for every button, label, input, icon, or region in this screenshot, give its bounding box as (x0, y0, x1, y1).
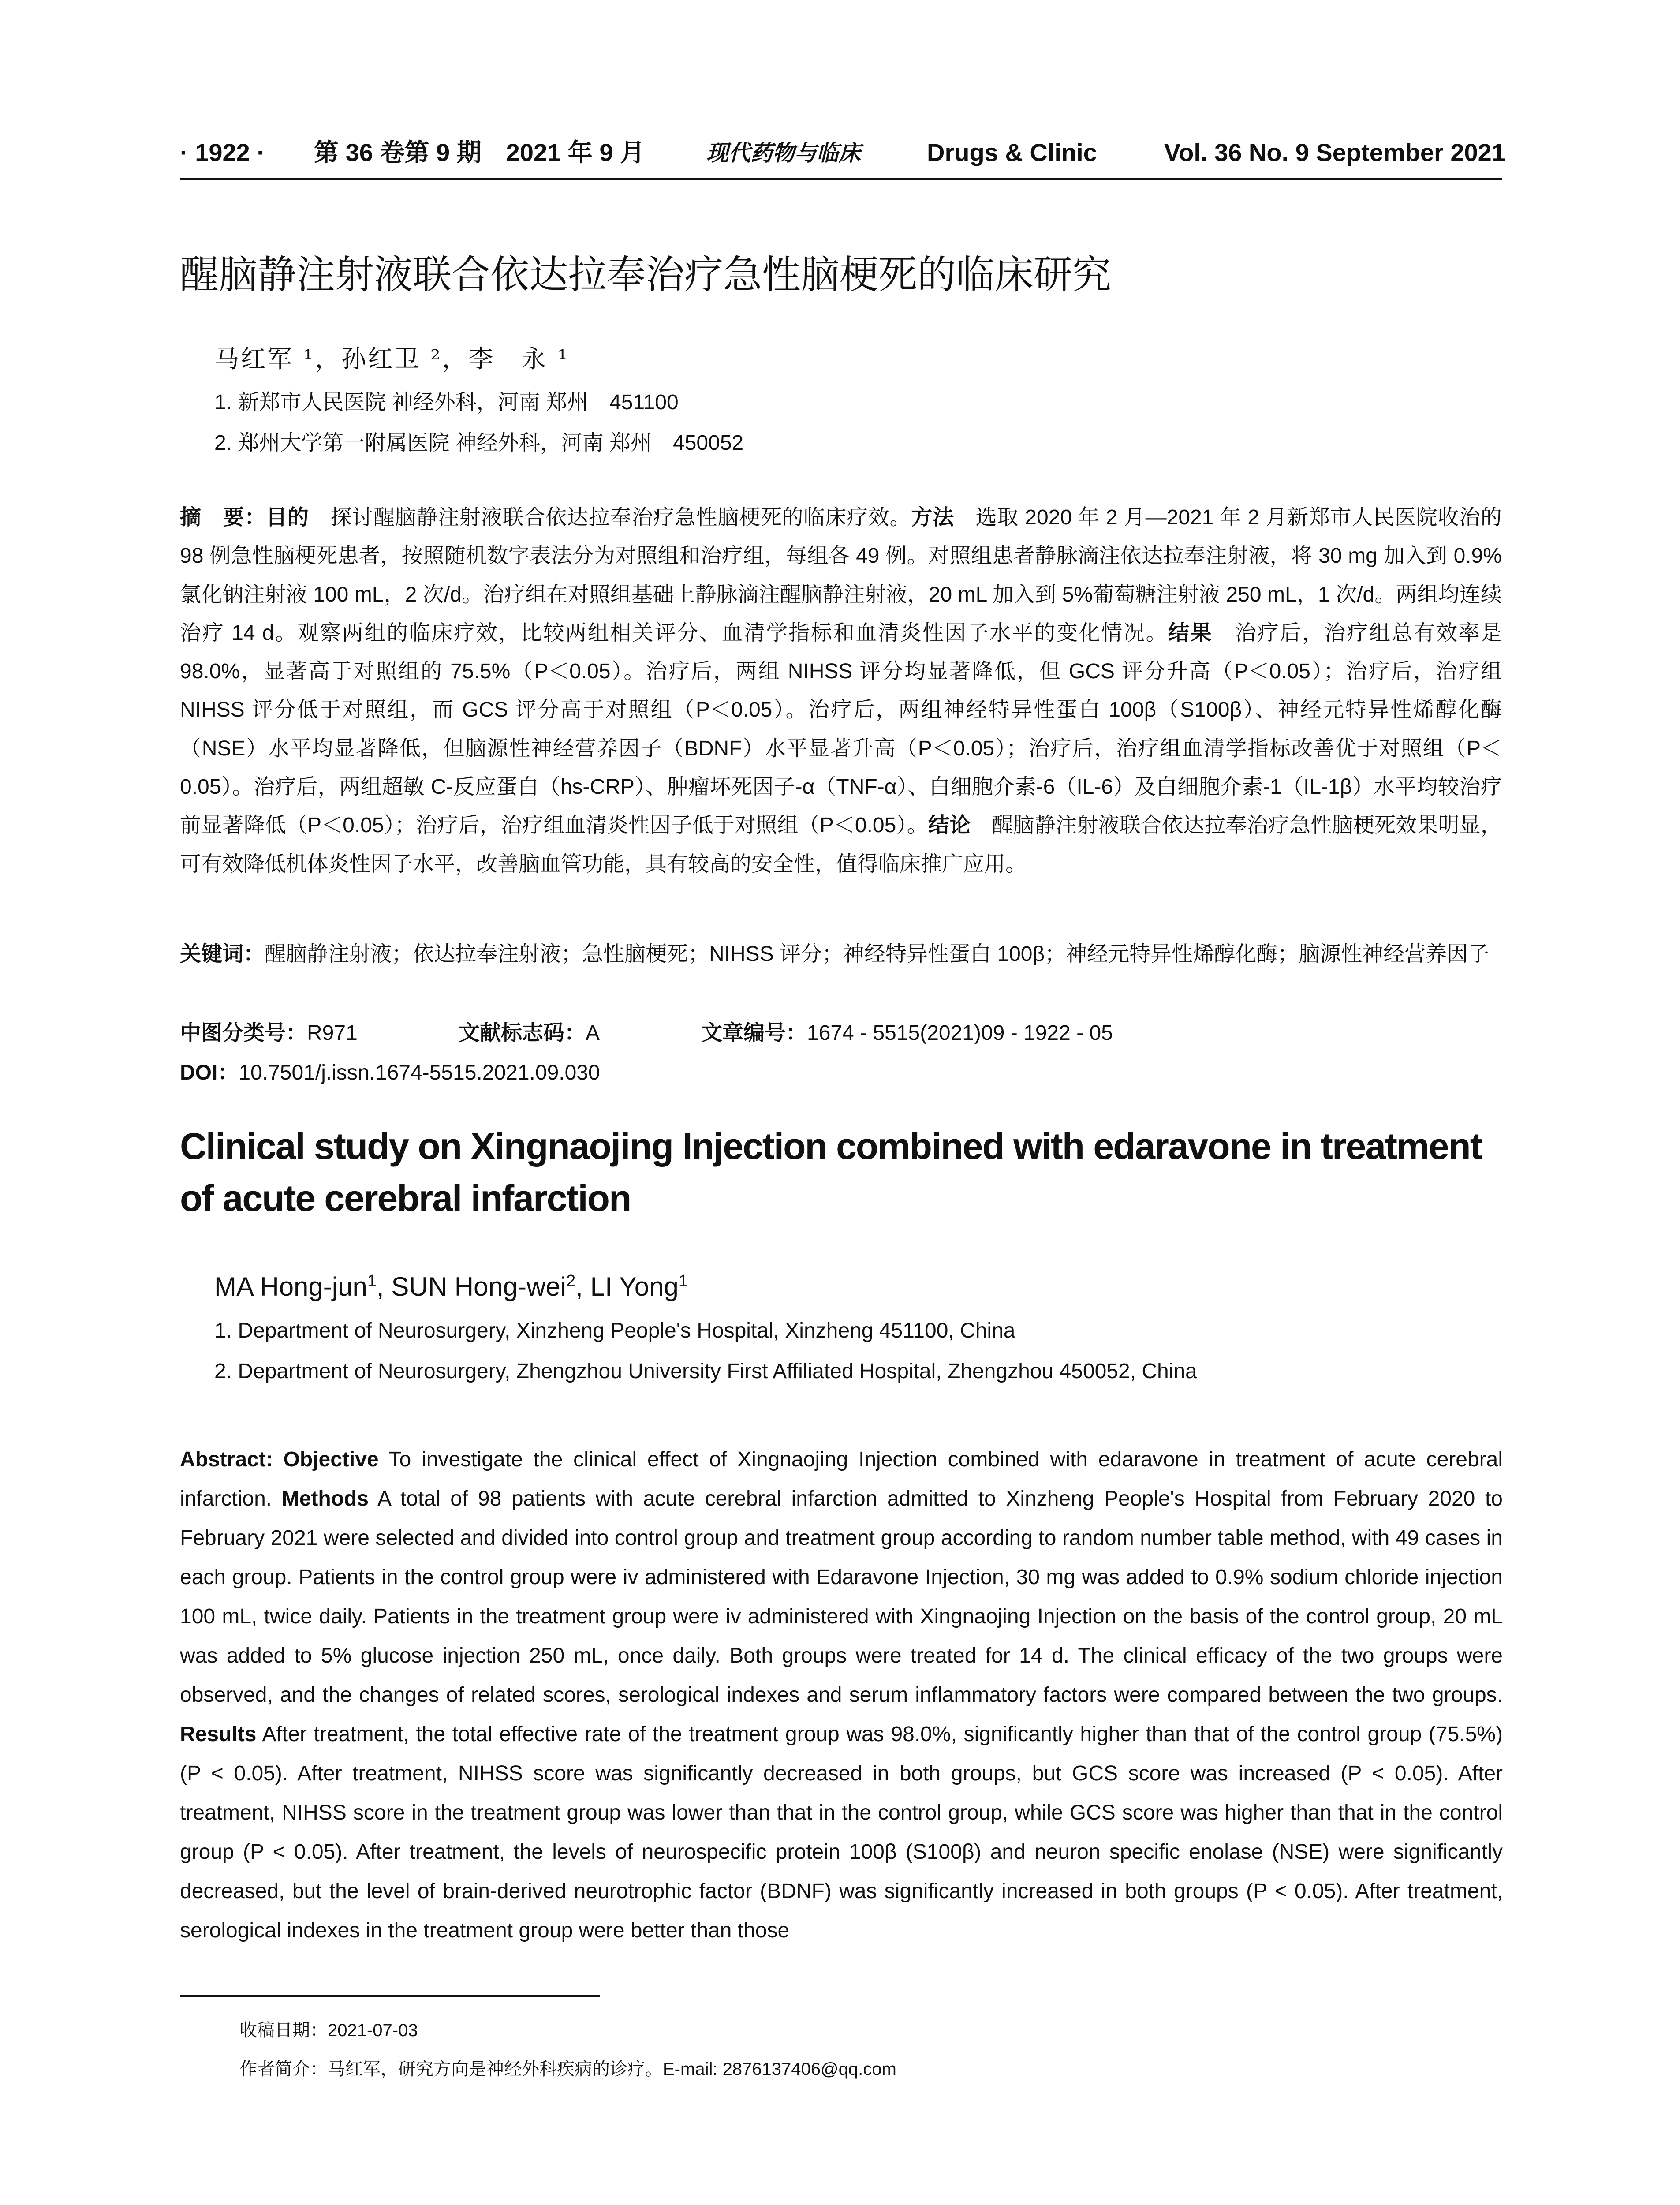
article-no-line (701, 1016, 1113, 1046)
bio-text: 马红军，研究方向是神经外科疾病的诊疗。E-mail: 2876137406@qq.com (328, 2059, 896, 2079)
doi-label: DOI： (180, 1061, 239, 1084)
keywords-text-cn: 醒脑静注射液；依达拉奉注射液；急性脑梗死；NIHSS 评分；神经特异性蛋白 100β；神经元特异性烯醇化酶；脑源性神经营养因子 (265, 942, 1490, 966)
bio-label: 作者简介： (239, 2059, 328, 2079)
doi-line (180, 1055, 600, 1086)
volume-info-en: Vol. 36 No. 9 September 2021 (1164, 138, 1505, 166)
objective-text-en: To investigate the clinical effect of Xingnaojing Injection combined with edaravone in treatment of acute cerebral infarction. (180, 1448, 1503, 1510)
abstract-cn-label: 摘 要： (180, 506, 266, 529)
affiliation-en-1: 1. Department of Neurosurgery, Xinzheng People's Hospital, Xinzheng 451100, China (214, 1319, 1015, 1342)
methods-label-cn: 方法 (911, 506, 954, 529)
article-title-cn: 醒脑静注射液联合依达拉奉治疗急性脑梗死的临床研究 (180, 253, 1112, 296)
conclusion-label-cn: 结论 (928, 814, 971, 837)
results-label-en: Results (180, 1723, 257, 1746)
affiliation-cn-1: 1. 新郑市人民医院 神经外科，河南 郑州 451100 (214, 391, 679, 414)
objective-label-en: Objective (283, 1448, 379, 1471)
article-title-en: Clinical study on Xingnaojing Injection combined with edaravone in treatment of acute cerebral infarction (180, 1125, 1482, 1219)
journal-name-en: Drugs & Clinic (927, 138, 1097, 166)
results-text-cn: 治疗后，治疗组总有效率是 98.0%，显著高于对照组的 75.5%（P＜0.05）。治疗后，两组 NIHSS 评分均显著降低，但 GCS 评分升高（P＜0.05）；治疗后，治疗组 NIHSS 评分低于对照组，而 GCS 评分高于对照组（P＜0.05）。治疗后，两组神经特异性蛋白 100β（S100β）、神经元特异性烯醇化酶（NSE）水平均显著降低，但脑源性神经营养因子（BDNF）水平显著升高（P＜0.05）；治疗后，治疗组血清学指标改善优于对照组（P＜0.05）。治疗后，两组超敏 C-反应蛋白（hs-CRP）、肿瘤坏死因子-α（TNF-α）、白细胞介素-6（IL-6）及白细胞介素-1（IL-1β）水平均较治疗前显著降低（P＜0.05）；治疗后，治疗组血清炎性因子低于对照组（P＜0.05）。 (180, 621, 1502, 837)
results-text-en: After treatment, the total effective rate of the treatment group was 98.0%, significantly higher than that of the control group (75.5%) (P < 0.05). After treatment, NIHSS score was significantly decreased in both groups, but GCS score was increased (P < 0.05). After treatment, NIHSS score in the treatment group was lower than that in the control group, while GCS score was higher than that in the control group (P < 0.05). After treatment, the levels of neurospecific protein 100β (S100β) and neuron specific enolase (NSE) were significantly decreased, but the level of brain-derived neurotrophic factor (BDNF) was significantly increased in both groups (P < 0.05). After treatment, serological indexes in the treatment group were better than those (180, 1723, 1503, 1942)
author-2: SUN Hong-wei (391, 1272, 567, 1301)
methods-text-en: A total of 98 patients with acute cerebral infarction admitted to Xinzheng People's Hospital from February 2020 to February 2021 were selected and divided into control group and treatment group according to random number table method, with 49 cases in each group. Patients in the control group were iv administered with Edaravone Injection, 30 mg was added to 0.9% sodium chloride injection 100 mL, twice daily. Patients in the treatment group were iv administered with Xingnaojing Injection on the basis of the control group, 20 mL was added to 5% glucose injection 250 mL, once daily. Both groups were treated for 14 d. The clinical efficacy of the two groups were observed, and the changes of related scores, serological indexes and serum inflammatory factors were compared between the two groups. (180, 1487, 1503, 1707)
footnote-rule (180, 1995, 600, 1997)
doi-value: 10.7501/j.issn.1674-5515.2021.09.030 (239, 1061, 600, 1084)
author-3: LI Yong (590, 1272, 679, 1301)
received-label: 收稿日期： (239, 2021, 328, 2040)
article-no-label: 文章编号： (701, 1021, 807, 1045)
methods-text-cn: 选取 2020 年 2 月—2021 年 2 月新郑市人民医院收治的 98 例急性脑梗死患者，按照随机数字表法分为对照组和治疗组，每组各 49 例。对照组患者静脉滴注依达拉奉注射液，将 30 mg 加入到 0.9%氯化钠注射液 100 mL，2 次/d。治疗组在对照组基础上静脉滴注醒脑静注射液，20 mL 加入到 5%葡萄糖注射液 250 mL，1 次/d。两组均连续治疗 14 d。观察两组的临床疗效，比较两组相关评分、血清学指标和血清炎性因子水平的变化情况。 (180, 506, 1502, 645)
author-1: MA Hong-jun (214, 1272, 367, 1301)
results-label-cn: 结果 (1168, 621, 1213, 645)
methods-label-en: Methods (281, 1487, 369, 1510)
author-bio (239, 2055, 896, 2080)
page-number: · 1922 · (180, 138, 265, 166)
clc-value: R971 (307, 1021, 358, 1045)
received-value: 2021-07-03 (328, 2021, 418, 2040)
doc-code-line (459, 1016, 600, 1046)
doc-code-label: 文献标志码： (459, 1021, 586, 1045)
authors-en: MA Hong-jun$^1$, SUN Hong-wei$^2$, LI Yong$^1$ (214, 1272, 688, 1301)
clc-line (180, 1016, 358, 1046)
author-3-affil-mark: 1 (678, 1272, 688, 1290)
affiliation-en-2: 2. Department of Neurosurgery, Zhengzhou University First Affiliated Hospital, Zhengzhou 450052, China (214, 1360, 1197, 1383)
authors-cn: 马红军 ¹，孙红卫 ²，李 永 ¹ (214, 345, 569, 374)
author-2-affil-mark: 2 (566, 1272, 576, 1290)
abstract-en-label: Abstract: (180, 1448, 273, 1471)
doc-code-value: A (586, 1021, 600, 1045)
abstract-en (180, 1440, 1503, 1950)
abstract-cn (180, 498, 1502, 883)
header-rule (180, 178, 1502, 180)
conclusion-text-cn: 醒脑静注射液联合依达拉奉治疗急性脑梗死效果明显，可有效降低机体炎性因子水平，改善脑血管功能，具有较高的安全性，值得临床推广应用。 (180, 814, 1502, 876)
article-no-value: 1674 - 5515(2021)09 - 1922 - 05 (807, 1021, 1113, 1045)
author-1-affil-mark: 1 (367, 1272, 377, 1290)
issue-info-cn: 第 36 卷第 9 期 2021 年 9 月 (314, 138, 645, 166)
received-date (239, 2016, 418, 2041)
affiliation-cn-2: 2. 郑州大学第一附属医院 神经外科，河南 郑州 450052 (214, 431, 744, 455)
objective-label-cn: 目的 (266, 506, 309, 529)
clc-label: 中图分类号： (180, 1021, 307, 1045)
keywords-label-cn: 关键词： (180, 942, 265, 966)
objective-text-cn: 探讨醒脑静注射液联合依达拉奉治疗急性脑梗死的临床疗效。 (309, 506, 911, 529)
journal-name-cn: 现代药物与临床 (706, 140, 861, 166)
keywords-cn (180, 935, 1502, 973)
